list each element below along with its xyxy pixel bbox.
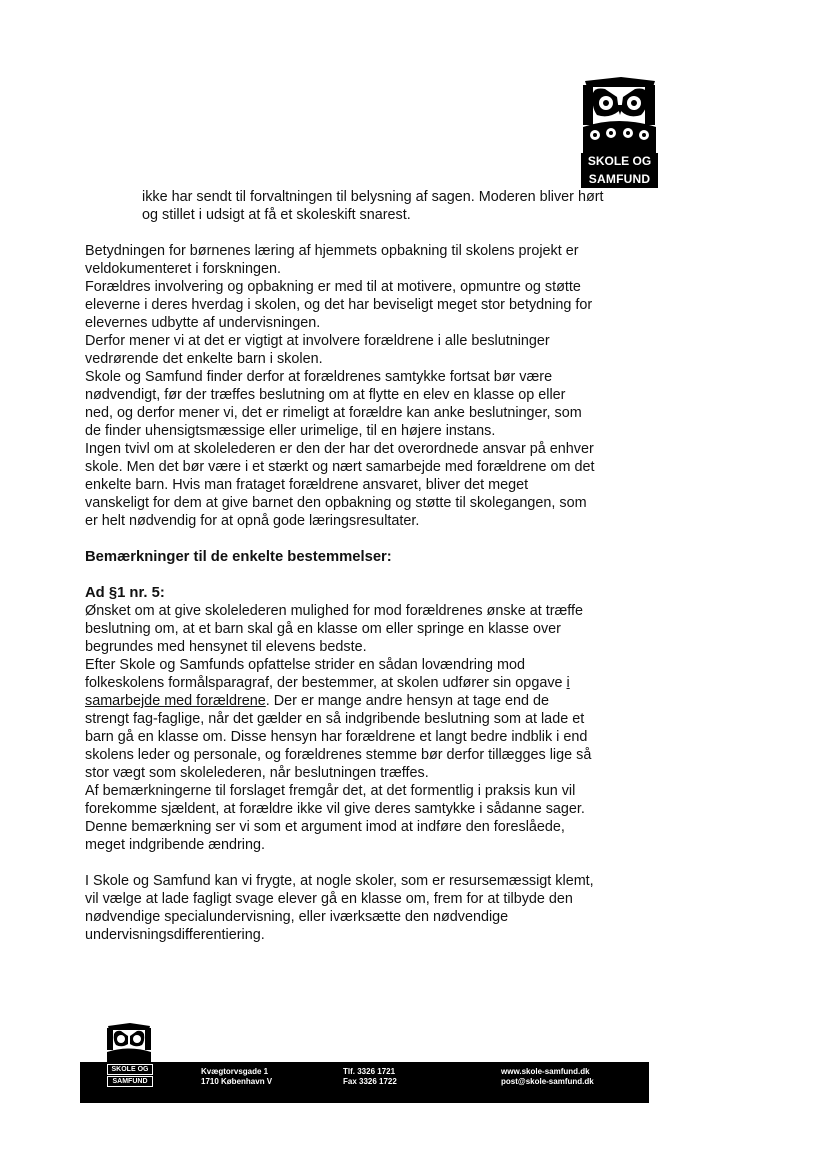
text-line: enkelte barn. Hvis man frataget forældrene ansvaret, bliver det meget: [85, 477, 529, 493]
footer-phone: [343, 1067, 397, 1087]
text-line: vedrørende det enkelte barn i skolen.: [85, 351, 323, 367]
text-line: meget indgribende ændring.: [85, 837, 266, 853]
text-line: begrundes med hensynet til elevens bedste.: [85, 639, 367, 655]
text-line: Efter Skole og Samfunds opfattelse strider en sådan lovændring mod: [85, 657, 525, 673]
text-line: de finder uhensigtsmæssige eller urimelige, til en højere instans.: [85, 423, 496, 439]
text-line: elevernes udbytte af undervisningen.: [85, 315, 321, 331]
letter-body: [85, 188, 675, 944]
footer-bar: [80, 1062, 649, 1103]
text-line: barn gå en klasse om. Disse hensyn har forældrene et langt bedre indblik i end: [85, 729, 588, 745]
footer-owl-icon: [106, 1022, 152, 1062]
website-link[interactable]: www.skole-samfund.dk: [501, 1067, 590, 1076]
text-line: undervisningsdifferentiering.: [85, 927, 265, 943]
phone-number: Tlf. 3326 1721: [343, 1067, 396, 1076]
text-line: stor vægt som skolelederen, når beslutningen træffes.: [85, 765, 429, 781]
text-line: Betydningen for børnenes læring af hjemmets opbakning til skolens projekt er: [85, 243, 579, 259]
text-line: Derfor mener vi at det er vigtigt at involvere forældrene i alle beslutninger: [85, 333, 550, 349]
footer-logo-line1: SKOLE OG: [107, 1064, 153, 1075]
text-line: Af bemærkningerne til forslaget fremgår det, at det formentlig i praksis kun vil: [85, 783, 576, 799]
footer-logo-line2: SAMFUND: [107, 1076, 153, 1087]
text-line: skolens leder og personale, og forældrenes stemme bør derfor tillægges lige så: [85, 747, 592, 763]
text-line: vil vælge at lade fagligt svage elever gå en klasse om, frem for at tilbyde den: [85, 891, 573, 907]
fax-number: Fax 3326 1722: [343, 1077, 397, 1086]
text-line: [85, 674, 675, 692]
text-line: og stillet i udsigt at få et skoleskift snarest.: [142, 207, 411, 223]
text-line: beslutning om, at et barn skal gå en klasse om eller springe en klasse over: [85, 621, 561, 637]
underlined-text: i: [566, 675, 570, 691]
text-line: ned, og derfor mener vi, det er rimeligt at forældre kan anke beslutninger, som: [85, 405, 582, 421]
header-logo: [581, 75, 658, 188]
text-line: veldokumenteret i forskningen.: [85, 261, 281, 277]
text-line: skole. Men det bør være i et stærkt og nært samarbejde med forældrene om det: [85, 459, 595, 475]
text-line: ikke har sendt til forvaltningen til belysning af sagen. Moderen bliver hørt: [142, 189, 604, 205]
footer-address: [201, 1067, 272, 1087]
address-city: 1710 København V: [201, 1077, 273, 1086]
footer-contact: [501, 1067, 594, 1087]
subsection-heading: Ad §1 nr. 5:: [85, 585, 165, 601]
text-line: [85, 692, 675, 710]
paragraph-concern: [85, 872, 675, 944]
text-line: nødvendigt, før der træffes beslutning om at flytte en elev en klasse op eller: [85, 387, 566, 403]
text-span: . Der er mange andre hensyn at tage end de: [265, 693, 549, 709]
logo-text-line2: SAMFUND: [581, 170, 658, 188]
paragraph-section-1-5: [85, 602, 675, 854]
text-line: vanskeligt for dem at give barnet den opbakning og støtte til skolegangen, som: [85, 495, 587, 511]
text-line: nødvendige specialundervisning, eller iværksætte den nødvendige: [85, 909, 509, 925]
text-line: Skole og Samfund finder derfor at forældrenes samtykke fortsat bør være: [85, 369, 553, 385]
text-line: Denne bemærkning ser vi som et argument imod at indføre den foreslåede,: [85, 819, 565, 835]
section-heading: Bemærkninger til de enkelte bestemmelser:: [85, 549, 392, 565]
text-span: folkeskolens formålsparagraf, der bestemmer, at skolen udfører sin opgave: [85, 675, 563, 691]
text-line: er helt nødvendig for at opnå gode læringsresultater.: [85, 513, 420, 529]
text-line: Forældres involvering og opbakning er med til at motivere, opmuntre og støtte: [85, 279, 581, 295]
owl-logo-icon: [581, 75, 658, 153]
text-line: forekomme sjældent, at forældre ikke vil give deres samtykke i sådanne sager.: [85, 801, 585, 817]
underlined-text: samarbejde med forældrene: [85, 693, 266, 709]
text-line: I Skole og Samfund kan vi frygte, at nogle skoler, som er resursemæssigt klemt,: [85, 873, 594, 889]
email-link[interactable]: post@skole-samfund.dk: [501, 1077, 594, 1086]
paragraph-continued: [142, 188, 675, 224]
text-line: Ingen tvivl om at skolelederen er den der har det overordnede ansvar på enhver: [85, 441, 594, 457]
footer-logo-text: [107, 1064, 153, 1088]
text-line: strengt fag-faglige, når det gælder en så indgribende beslutning som at lade et: [85, 711, 585, 727]
logo-text-line1: SKOLE OG: [581, 153, 658, 170]
address-street: Kvægtorvsgade 1: [201, 1067, 269, 1076]
text-line: Ønsket om at give skolelederen mulighed for mod forældrenes ønske at træffe: [85, 603, 584, 619]
paragraph-importance: [85, 242, 675, 530]
text-line: eleverne i deres hverdag i skolen, og det har beviseligt meget stor betydning for: [85, 297, 593, 313]
